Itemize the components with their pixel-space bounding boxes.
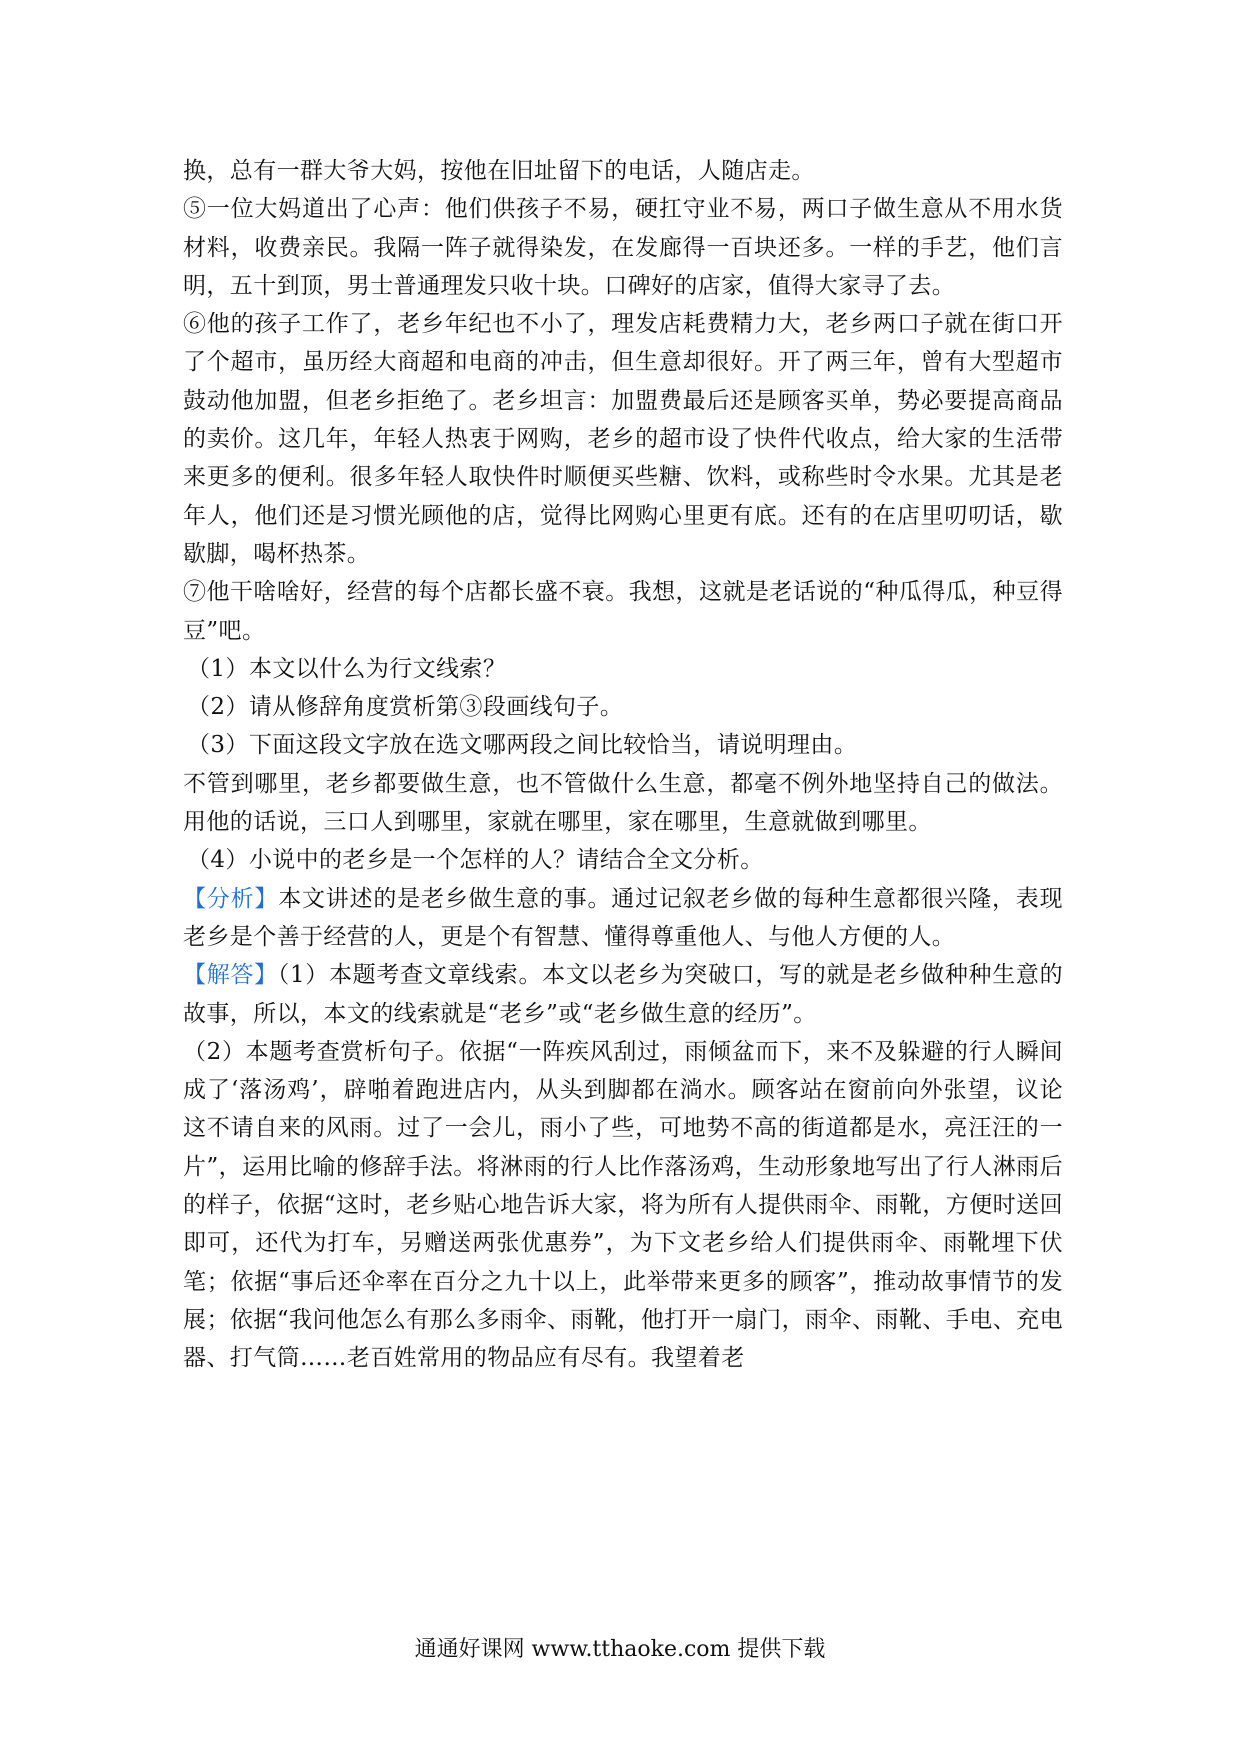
page-footer: 通通好课网 www.tthaoke.com 提供下载 [414,1637,826,1662]
analysis-text: 本文讲述的是老乡做生意的事。通过记叙老乡做的每种生意都很兴隆，表现老乡是个善于经营的人，更是个有智慧、懂得尊重他人、与他人方便的人。 [183,885,1063,950]
answer-part-1-text: （1）本题考查文章线索。本文以老乡为突破口，写的就是老乡做种种生意的故事，所以，本文的线索就是“老乡”或“老乡做生意的经历”。 [183,962,1064,1027]
document-body [183,152,1063,1378]
inserted-passage: 不管到哪里，老乡都要做生意，也不管做什么生意，都毫不例外地坚持自己的做法。用他的话说，三口人到哪里，家就在哪里，家在哪里，生意就做到哪里。 [183,770,1063,836]
analysis-tag: 【分析】 [183,885,279,912]
paragraph-6: ⑥他的孩子工作了，老乡年纪也不小了，理发店耗费精力大，老乡两口子就在街口开了个超市，虽历经大商超和电商的冲击，但生意却很好。开了两三年，曾有大型超市鼓动他加盟，但老乡拒绝了。老乡坦言：加盟费最后还是顾客买单，势必要提高商品的卖价。这几年，年轻人热衷于网购，老乡的超市设了快件代收点，给大家的生活带来更多的便利。很多年轻人取快件时顺便买些糖、饮料，或称些时令水果。尤其是老年人，他们还是习惯光顾他的店，觉得比网购心里更有底。还有的在店里叨叨话，歇歇脚，喝杯热茶。 [183,311,1063,567]
analysis-section [183,880,1063,957]
question-4: （4）小说中的老乡是一个怎样的人？请结合全文分析。 [187,847,764,874]
paragraph-5: ⑤一位大妈道出了心声：他们供孩子不易，硬扛守业不易，两口子做生意从不用水货材料，收费亲民。我隔一阵子就得染发，在发廊得一百块还多。一样的手艺，他们言明，五十到顶，男士普通理发只收十块。口碑好的店家，值得大家寻了去。 [183,196,1063,299]
question-2: （2）请从修辞角度赏析第③段画线句子。 [187,694,624,721]
paragraph-continuation: 换，总有一群大爷大妈，按他在旧址留下的电话，人随店走。 [183,158,815,184]
question-1: （1）本文以什么为行文线索？ [187,655,507,682]
answer-part-1 [183,956,1063,1033]
answer-part-2: （2）本题考查赏析句子。依据“一阵疾风刮过，雨倾盆而下，来不及躲避的行人瞬间成了‘落汤鸡’，辟啪着跑进店内，从头到脚都在淌水。顾客站在窗前向外张望，议论这不请自来的风雨。过了一会儿，雨小了些，可地势不高的街道都是水，亮汪汪的一片”，运用比喻的修辞手法。将淋雨的行人比作落汤鸡，生动形象地写出了行人淋雨后的样子，依据“这时，老乡贴心地告诉大家，将为所有人提供雨伞、雨靴，方便时送回即可，还代为打车，另赠送两张优惠券”，为下文老乡给人们提供雨伞、雨靴埋下伏笔；依据“事后还伞率在百分之九十以上，此举带来更多的顾客”，推动故事情节的发展；依据“我问他怎么有那么多雨伞、雨靴，他打开一扇门，雨伞、雨靴、手电、充电器、打气筒……老百姓常用的物品应有尽有。我望着老 [183,1038,1063,1372]
paragraph-7: ⑦他干啥啥好，经营的每个店都长盛不衰。我想，这就是老话说的“种瓜得瓜，种豆得豆”吧。 [183,579,1063,644]
question-3: （3）下面这段文字放在选文哪两段之间比较恰当，请说明理由。 [187,732,858,759]
answer-tag: 【解答】 [183,962,278,989]
